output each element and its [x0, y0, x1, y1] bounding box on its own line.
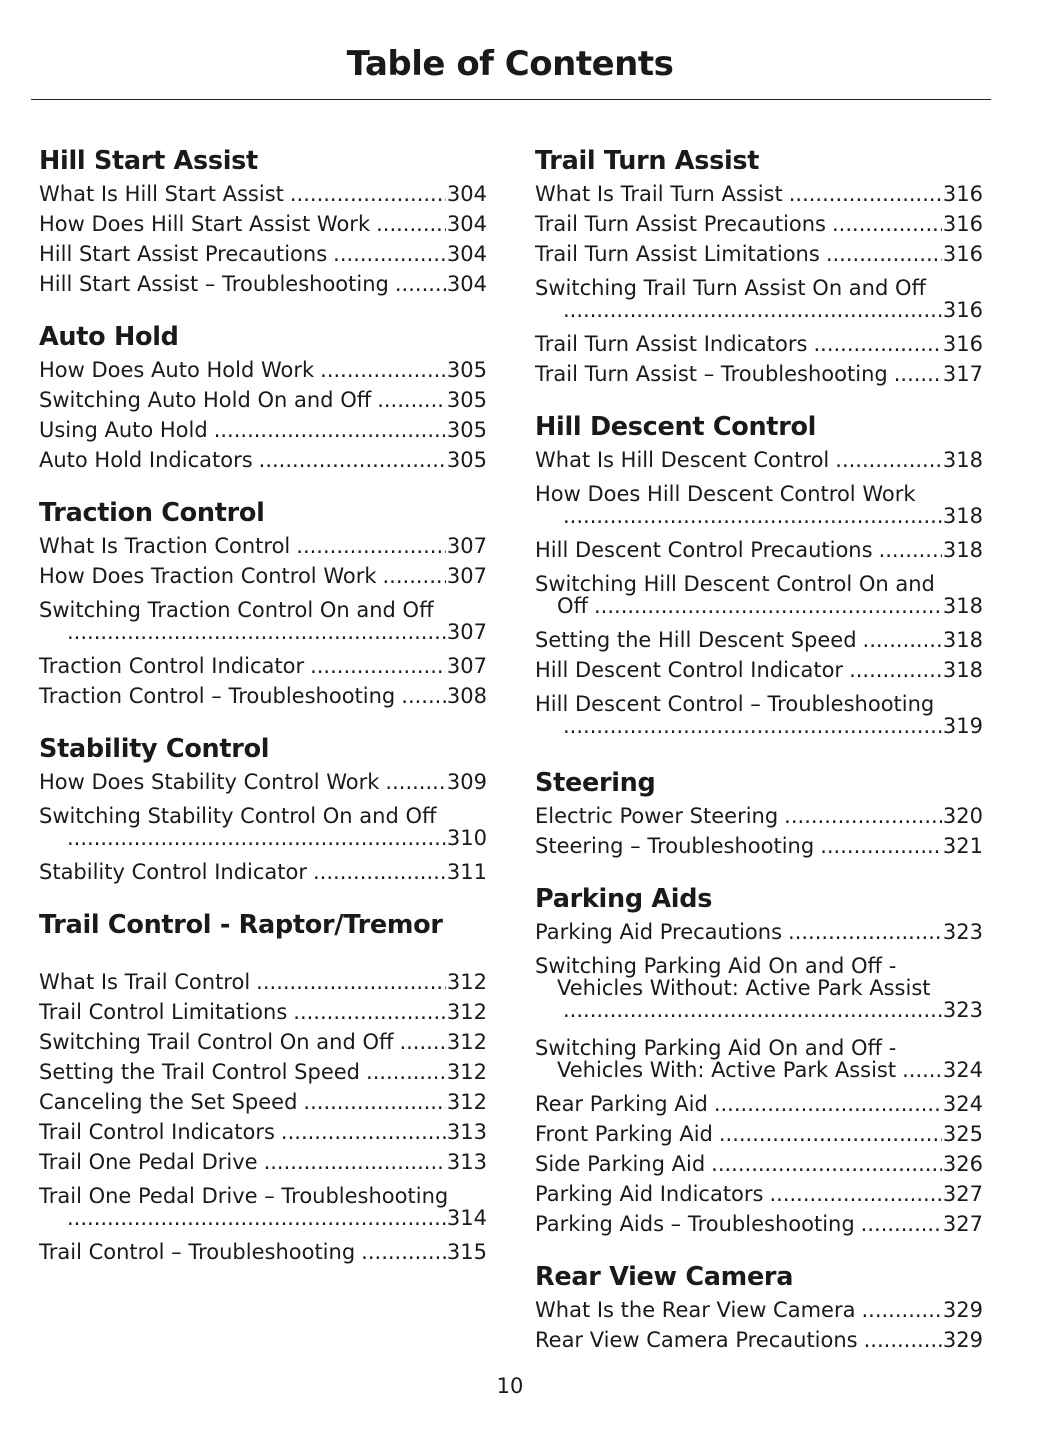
entry-title: Using Auto Hold [39, 418, 208, 442]
entry-title: Stability Control Indicator [39, 860, 307, 884]
toc-entry[interactable] [535, 209, 983, 239]
dot-leader [399, 1027, 445, 1057]
entry-title: Hill Descent Control Indicator [535, 658, 844, 682]
entry-page-number: 323 [942, 920, 983, 944]
entry-page-number: 315 [446, 1240, 487, 1264]
toc-entry[interactable] [535, 1209, 983, 1239]
toc-section-parking-aids [535, 881, 983, 1239]
dot-leader [902, 1059, 942, 1081]
entry-title: Rear Parking Aid [535, 1092, 708, 1116]
toc-entry[interactable] [39, 355, 487, 385]
dot-leader [861, 1295, 941, 1325]
dot-leader [361, 1237, 446, 1267]
entry-title: Switching Trail Control On and Off [39, 1030, 394, 1054]
entry-page-number: 305 [446, 448, 487, 472]
dot-leader [67, 621, 446, 643]
section-heading: Trail Control - Raptor/Tremor [39, 910, 443, 940]
dot-leader [789, 179, 942, 209]
entry-title: Trail Turn Assist Indicators [535, 332, 808, 356]
entry-title: Off [557, 594, 588, 618]
section-heading: Stability Control [39, 734, 270, 764]
dot-leader [563, 299, 942, 321]
entry-page-number: 312 [446, 1060, 487, 1084]
toc-entry[interactable] [535, 1149, 983, 1179]
dot-leader [879, 535, 942, 565]
entry-page-number: 312 [446, 970, 487, 994]
dot-leader [377, 385, 446, 415]
entry-page-number: 309 [446, 770, 487, 794]
toc-entry[interactable] [535, 947, 983, 1029]
toc-section-steering [535, 765, 983, 861]
entry-page-number: 324 [942, 1092, 983, 1116]
toc-section-trail-control-raptor-tremor [39, 907, 487, 1267]
toc-entry[interactable] [535, 179, 983, 209]
entry-title: Trail Turn Assist – Troubleshooting [535, 362, 888, 386]
dot-leader [563, 505, 942, 527]
toc-entry[interactable] [535, 1325, 983, 1355]
toc-entry[interactable] [535, 625, 983, 655]
toc-entry[interactable] [39, 1117, 487, 1147]
entry-title: Canceling the Set Speed [39, 1090, 298, 1114]
entry-title: Trail Turn Assist Limitations [535, 242, 820, 266]
dot-leader [784, 801, 942, 831]
entry-title: What Is Trail Control [39, 970, 251, 994]
entry-page-number: 307 [446, 534, 487, 558]
toc-entry[interactable] [39, 1147, 487, 1177]
toc-entry[interactable] [39, 1057, 487, 1087]
section-heading: Parking Aids [535, 884, 713, 914]
dot-leader [376, 209, 446, 239]
entry-page-number: 311 [446, 860, 487, 884]
entry-title: Switching Parking Aid On and Off - [535, 1036, 897, 1060]
toc-entry[interactable] [39, 561, 487, 591]
entry-page-number: 308 [446, 684, 487, 708]
entry-title: Parking Aids – Troubleshooting [535, 1212, 855, 1236]
entry-title: Setting the Hill Descent Speed [535, 628, 857, 652]
entry-title: What Is Trail Turn Assist [535, 182, 783, 206]
entry-title: Front Parking Aid [535, 1122, 713, 1146]
entry-page-number: 323 [942, 998, 983, 1022]
entry-page-number: 325 [942, 1122, 983, 1146]
toc-entry[interactable] [535, 1295, 983, 1325]
entry-title: Trail Control Limitations [39, 1000, 288, 1024]
entry-title: Parking Aid Precautions [535, 920, 783, 944]
entry-title: Rear View Camera Precautions [535, 1328, 858, 1352]
toc-entry[interactable] [39, 415, 487, 445]
entry-page-number: 305 [446, 388, 487, 412]
entry-page-number: 305 [446, 358, 487, 382]
entry-page-number: 317 [942, 362, 983, 386]
entry-page-number: 318 [942, 504, 983, 528]
entry-page-number: 310 [446, 826, 487, 850]
toc-entry[interactable] [39, 1087, 487, 1117]
dot-leader [264, 1147, 446, 1177]
entry-title: Steering – Troubleshooting [535, 834, 815, 858]
entry-page-number: 316 [942, 298, 983, 322]
entry-page-number: 319 [942, 714, 983, 738]
toc-entry[interactable] [39, 797, 487, 857]
entry-title: Trail Control Indicators [39, 1120, 275, 1144]
page-number: 10 [496, 1374, 524, 1398]
entry-page-number: 313 [446, 1120, 487, 1144]
dot-leader [259, 445, 446, 475]
section-heading: Hill Start Assist [39, 146, 258, 176]
entry-title: Traction Control – Troubleshooting [39, 684, 396, 708]
dot-leader [788, 917, 942, 947]
entry-title: Setting the Trail Control Speed [39, 1060, 361, 1084]
entry-title: What Is the Rear View Camera [535, 1298, 856, 1322]
entry-title: Vehicles With: Active Park Assist [557, 1058, 897, 1082]
toc-entry[interactable] [39, 591, 487, 651]
entry-page-number: 326 [942, 1152, 983, 1176]
entry-title: Traction Control Indicator [39, 654, 305, 678]
entry-title: Switching Parking Aid On and Off - [535, 954, 897, 978]
entry-title: Switching Stability Control On and Off [39, 804, 437, 828]
entry-page-number: 329 [942, 1328, 983, 1352]
entry-page-number: 329 [942, 1298, 983, 1322]
section-heading: Traction Control [39, 498, 265, 528]
toc-entry[interactable] [39, 445, 487, 475]
entry-title: What Is Hill Start Assist [39, 182, 284, 206]
section-heading: Rear View Camera [535, 1262, 794, 1292]
section-heading: Hill Descent Control [535, 412, 817, 442]
entry-title: Switching Hill Descent Control On and [535, 572, 935, 596]
entry-page-number: 318 [942, 658, 983, 682]
dot-leader [849, 655, 942, 685]
toc-entry[interactable] [39, 531, 487, 561]
entry-title: Trail One Pedal Drive [39, 1150, 258, 1174]
toc-entry[interactable] [535, 475, 983, 535]
entry-title: Hill Start Assist – Troubleshooting [39, 272, 389, 296]
entry-page-number: 312 [446, 1090, 487, 1114]
entry-page-number: 305 [446, 418, 487, 442]
entry-title: Trail One Pedal Drive – Troubleshooting [39, 1184, 449, 1208]
entry-title: How Does Stability Control Work [39, 770, 380, 794]
dot-leader [385, 767, 445, 797]
toc-entry[interactable] [535, 1089, 983, 1119]
toc-entry[interactable] [39, 1237, 487, 1267]
dot-leader [711, 1149, 942, 1179]
entry-page-number: 304 [446, 242, 487, 266]
toc-entry[interactable] [39, 767, 487, 797]
toc-left-column [39, 143, 487, 1287]
toc-entry[interactable] [535, 801, 983, 831]
toc-section-hill-descent-control [535, 409, 983, 745]
dot-leader [366, 1057, 446, 1087]
toc-entry[interactable] [535, 269, 983, 329]
section-heading: Trail Turn Assist [535, 146, 760, 176]
entry-page-number: 316 [942, 242, 983, 266]
entry-page-number: 318 [942, 448, 983, 472]
dot-leader [313, 857, 446, 887]
toc-right-column [535, 143, 983, 1375]
dot-leader [333, 239, 446, 269]
toc-entry[interactable] [535, 655, 983, 685]
section-heading: Auto Hold [39, 322, 179, 352]
dot-leader [256, 967, 446, 997]
toc-entry[interactable] [39, 239, 487, 269]
entry-title: Trail Turn Assist Precautions [535, 212, 826, 236]
toc-section-trail-turn-assist [535, 143, 983, 389]
title-divider [31, 99, 991, 100]
entry-page-number: 324 [942, 1058, 983, 1082]
entry-title: Switching Traction Control On and Off [39, 598, 434, 622]
entry-title: Hill Start Assist Precautions [39, 242, 328, 266]
dot-leader [281, 1117, 446, 1147]
dot-leader [383, 561, 446, 591]
toc-section-hill-start-assist [39, 143, 487, 299]
entry-title: What Is Traction Control [39, 534, 291, 558]
entry-page-number: 316 [942, 212, 983, 236]
dot-leader [401, 681, 446, 711]
toc-section-auto-hold [39, 319, 487, 475]
dot-leader [296, 531, 446, 561]
dot-leader [863, 625, 942, 655]
dot-leader [293, 997, 446, 1027]
dot-leader [563, 715, 942, 737]
entry-page-number: 304 [446, 272, 487, 296]
toc-entry[interactable] [39, 967, 487, 997]
toc-entry[interactable] [39, 857, 487, 887]
entry-title: How Does Hill Start Assist Work [39, 212, 371, 236]
entry-title: Switching Auto Hold On and Off [39, 388, 372, 412]
toc-entry[interactable] [535, 831, 983, 861]
toc-entry[interactable] [535, 917, 983, 947]
toc-entry[interactable] [535, 359, 983, 389]
toc-entry[interactable] [39, 209, 487, 239]
entry-page-number: 318 [942, 628, 983, 652]
entry-page-number: 321 [942, 834, 983, 858]
entry-page-number: 313 [446, 1150, 487, 1174]
entry-page-number: 318 [942, 538, 983, 562]
dot-leader [813, 329, 941, 359]
entry-title: Auto Hold Indicators [39, 448, 253, 472]
toc-entry[interactable] [39, 651, 487, 681]
entry-page-number: 304 [446, 212, 487, 236]
toc-section-rear-view-camera [535, 1259, 983, 1355]
entry-page-number: 312 [446, 1030, 487, 1054]
dot-leader [67, 1207, 446, 1229]
dot-leader [320, 355, 446, 385]
toc-section-traction-control [39, 495, 487, 711]
toc-entry[interactable] [535, 1179, 983, 1209]
toc-entry[interactable] [535, 535, 983, 565]
entry-page-number: 307 [446, 654, 487, 678]
dot-leader [67, 827, 446, 849]
toc-section-stability-control [39, 731, 487, 887]
entry-title: Side Parking Aid [535, 1152, 706, 1176]
dot-leader [861, 1209, 942, 1239]
dot-leader [894, 359, 942, 389]
entry-page-number: 304 [446, 182, 487, 206]
entry-title: How Does Traction Control Work [39, 564, 377, 588]
toc-entry[interactable] [535, 565, 983, 625]
toc-entry[interactable] [535, 1119, 983, 1149]
entry-page-number: 318 [942, 594, 983, 618]
dot-leader [835, 445, 942, 475]
entry-page-number: 314 [446, 1206, 487, 1230]
toc-entry[interactable] [39, 385, 487, 415]
dot-leader [820, 831, 942, 861]
entry-title: Switching Trail Turn Assist On and Off [535, 276, 926, 300]
entry-page-number: 327 [942, 1212, 983, 1236]
toc-entry[interactable] [39, 681, 487, 711]
toc-entry[interactable] [535, 239, 983, 269]
entry-title: Hill Descent Control – Troubleshooting [535, 692, 935, 716]
toc-entry[interactable] [535, 445, 983, 475]
toc-entry[interactable] [39, 269, 487, 299]
toc-entry[interactable] [535, 329, 983, 359]
toc-entry[interactable] [535, 1029, 983, 1089]
entry-page-number: 312 [446, 1000, 487, 1024]
dot-leader [714, 1089, 942, 1119]
entry-page-number: 307 [446, 620, 487, 644]
entry-page-number: 307 [446, 564, 487, 588]
entry-title: Trail Control – Troubleshooting [39, 1240, 356, 1264]
toc-entry[interactable] [535, 685, 983, 745]
entry-title: Electric Power Steering [535, 804, 779, 828]
dot-leader [832, 209, 942, 239]
entry-title: What Is Hill Descent Control [535, 448, 830, 472]
entry-page-number: 316 [942, 332, 983, 356]
entry-page-number: 316 [942, 182, 983, 206]
entry-title: Hill Descent Control Precautions [535, 538, 873, 562]
dot-leader [303, 1087, 445, 1117]
toc-entry[interactable] [39, 1027, 487, 1057]
dot-leader [290, 179, 446, 209]
toc-entry[interactable] [39, 1177, 487, 1237]
dot-leader [395, 269, 446, 299]
dot-leader [310, 651, 446, 681]
toc-entry[interactable] [39, 997, 487, 1027]
entry-title: How Does Auto Hold Work [39, 358, 315, 382]
dot-leader [769, 1179, 941, 1209]
entry-title: How Does Hill Descent Control Work [535, 482, 916, 506]
dot-leader [594, 595, 942, 617]
dot-leader [719, 1119, 942, 1149]
entry-page-number: 327 [942, 1182, 983, 1206]
section-heading: Steering [535, 768, 656, 798]
dot-leader [864, 1325, 942, 1355]
dot-leader [563, 999, 942, 1021]
toc-entry[interactable] [39, 179, 487, 209]
entry-title: Parking Aid Indicators [535, 1182, 764, 1206]
entry-page-number: 320 [942, 804, 983, 828]
entry-title-continued: Vehicles Without: Active Park Assist [557, 976, 931, 1000]
dot-leader [214, 415, 446, 445]
dot-leader [826, 239, 942, 269]
page-title: Table of Contents [346, 44, 674, 84]
